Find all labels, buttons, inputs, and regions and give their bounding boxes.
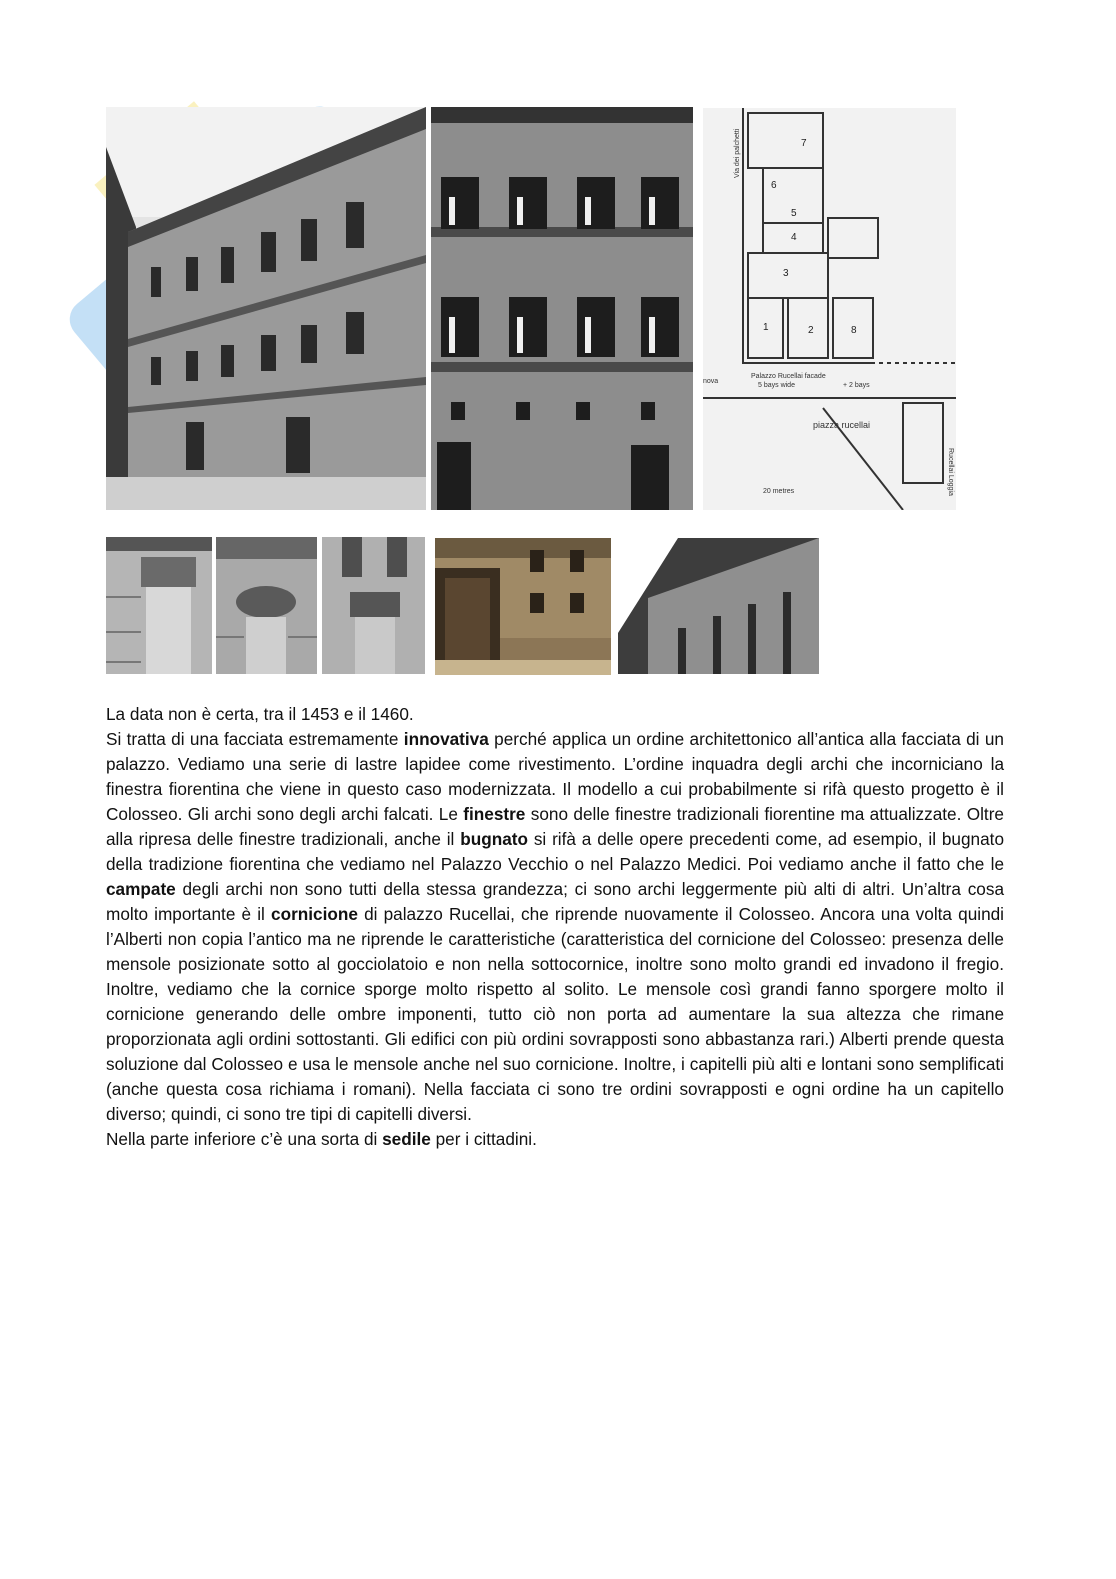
description-text [106, 702, 1004, 1152]
detail-doric-capital-photo [106, 537, 212, 674]
detail-ionic-capital-photo [216, 537, 317, 674]
text-span: degli archi non sono tutti della stessa grandezza; ci sono archi leggermente più alti di altri. Un’altra cosa molto importante è il [106, 879, 1004, 924]
plan-square-label: piazza rucellai [813, 420, 871, 430]
plan-room-3: 3 [783, 268, 789, 279]
text-span: perché applica un ordine architettonico all’antica alla facciata di un palazzo. Vediamo una serie di lastre lapidee come rivestimento. L’ordine inquadra degli archi che incorniciano la finestra fiorentina che viene in questo caso modernizzata. Il modello a cui probabilmente si rifà questo progetto è il Colosseo. Gli archi sono degli archi falcati. Le [106, 729, 1004, 824]
plan-room-5: 5 [791, 208, 797, 219]
plan-room-1: 1 [763, 322, 769, 333]
text-span: di palazzo Rucellai, che riprende nuovamente il Colosseo. Ancora una volta quindi l’Alberti non copia l’antico ma ne riprende le caratteristiche (caratteristica del cornicione del Colosseo: presenza delle mensole posizionate sotto al gocciolatoio e non nella sottocornice, inoltre sono molto grandi ed invadono il fregio. Inoltre, vediamo che la cornice sporge molto rispetto al solito. Le mensole così grandi fanno sporgere molto il cornicione generando delle ombre imponenti, tutto ciò non porta ad aumentare la sua altezza che rimane proporzionata agli ordini sottostanti. Gli edifici con più ordini sovrapposti sono abbastanza rari.) Alberti prende questa soluzione dal Colosseo e usa le mensole anche nel suo cornicione. Inoltre, i capitelli più alti e lontani sono semplificati (anche questa cosa richiama i romani). Nella facciata ci sono tre ordini sovrapposti e ogni ordine ha un capitello diverso; quindi, ci sono tre tipi di capitelli diversi. [106, 904, 1005, 1124]
plan-room-4: 4 [791, 232, 797, 243]
plan-bays-5: 5 bays wide [758, 382, 795, 389]
bold-term-bugnato: bugnato [460, 829, 528, 849]
plan-facade-label: Palazzo Rucellai facade [751, 373, 826, 380]
palazzo-plan-drawing [703, 108, 956, 510]
bold-term-campate: campate [106, 879, 176, 899]
bold-term-finestre: finestre [463, 804, 526, 824]
plan-loggia-label: Rucellai Loggia [947, 448, 954, 496]
facade-perspective-photo [106, 107, 426, 510]
plan-street-label: Via dei palchetti [734, 128, 741, 178]
paragraph-date: La data non è certa, tra il 1453 e il 1460. [106, 704, 414, 724]
plan-room-6: 6 [771, 180, 777, 191]
paragraph-bench [106, 1127, 1004, 1152]
detail-portal-bench-photo [435, 538, 611, 675]
plan-bays-2: + 2 bays [843, 382, 870, 389]
plan-left-label: nova [703, 378, 719, 385]
bold-term-sedile: sedile [382, 1129, 431, 1149]
text-span: Nella parte inferiore c’è una sorta di [106, 1129, 383, 1149]
paragraph-facade-description [106, 727, 1004, 1127]
text-span: per i cittadini. [430, 1129, 537, 1149]
detail-corinthian-capital-photo [322, 537, 425, 674]
bold-term-innovativa: innovativa [403, 729, 489, 749]
plan-room-2: 2 [808, 325, 814, 336]
text-span: si rifà a delle opere precedenti come, ad esempio, il bugnato della tradizione fiorentina che vediamo nel Palazzo Vecchio o nel Palazzo Medici. Poi vediamo anche il fatto che le [106, 829, 1004, 874]
bold-term-cornicione: cornicione [271, 904, 358, 924]
text-span: sono delle finestre tradizionali fiorentine ma attualizzate. Oltre alla ripresa delle finestre tradizionali, anche il [106, 804, 1004, 849]
detail-cornice-photo [618, 538, 819, 674]
facade-frontal-photo [431, 107, 693, 510]
plan-room-8: 8 [851, 325, 857, 336]
plan-scale-label: 20 metres [763, 488, 795, 495]
plan-room-7: 7 [801, 138, 807, 149]
text-span: Si tratta di una facciata estremamente [106, 729, 404, 749]
